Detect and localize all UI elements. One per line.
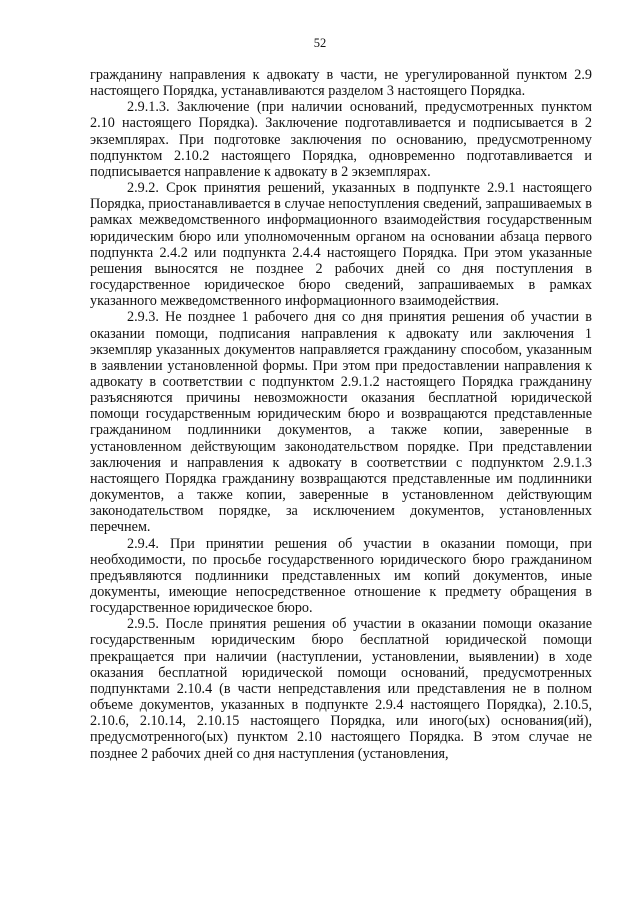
paragraph-2-9-5: 2.9.5. После принятия решения об участии в оказании помощи оказание государственным юридическим бюро бесплатной юридической помощи прекращается при наличии (наступлении, установлении, выявлении) в ходе оказания бесплатной юридической помощи оснований, предусмотренных подпунктами 2.10.4 (в части непредставления или представления не в полном объеме документов, указанных в подпункте 2.9.4 настоящего Порядка), 2.10.5, 2.10.6, 2.10.14, 2.10.15 настоящего Порядка, или иного(ых) основания(ий), предусмотренного(ых) пунктом 2.10 настоящего Порядка. В этом случае не позднее 2 рабочих дней со дня наступления (установления,	[90, 616, 592, 762]
document-body	[90, 67, 592, 762]
paragraph-2-9-1-3: 2.9.1.3. Заключение (при наличии оснований, предусмотренных пунктом 2.10 настоящего Порядка). Заключение подготавливается и подписывается в 2 экземплярах. При подготовке заключения по основанию, предусмотренному подпунктом 2.10.2 настоящего Порядка, одновременно подготавливается и подписывается направление к адвокату в 2 экземплярах.	[90, 99, 592, 180]
paragraph-2-9-4: 2.9.4. При принятии решения об участии в оказании помощи, при необходимости, по просьбе государственного юридического бюро гражданином предъявляются подлинники представленных им копий документов, иные документы, имеющие непосредственное отношение к предмету обращения в государственное юридическое бюро.	[90, 535, 592, 617]
paragraph-2-9-2: 2.9.2. Срок принятия решений, указанных в подпункте 2.9.1 настоящего Порядка, приостанавливается в случае непоступления сведений, запрашиваемых в рамках межведомственного информационного взаимодействия государственным юридическим бюро или уполномоченным органом на основании абзаца первого подпункта 2.4.2 или подпункта 2.4.4 настоящего Порядка. При этом указанные решения выносятся не позднее 2 рабочих дней со дня поступления в государственное юридическое бюро сведений, запрашиваемых в рамках указанного межведомственного информационного взаимодействия.	[90, 180, 592, 310]
paragraph-continuation: гражданину направления к адвокату в части, не урегулированной пунктом 2.9 настоящего Порядка, устанавливаются разделом 3 настоящего Порядка.	[90, 67, 592, 100]
paragraph-2-9-3: 2.9.3. Не позднее 1 рабочего дня со дня принятия решения об участии в оказании помощи, подписания направления к адвокату или заключения 1 экземпляр указанных документов направляется гражданину способом, указанным в заявлении установленной формы. При этом при предоставлении направления к адвокату в соответствии с подпунктом 2.9.1.2 настоящего Порядка гражданину разъясняются причины невозможности оказания бесплатной юридической помощи государственным юридическим бюро и возвращаются представленные гражданином подлинники документов, а также копии, заверенные в установленном действующим законодательством порядке. При представлении заключения и направления к адвокату в соответствии с подпунктом 2.9.1.3 настоящего Порядка гражданину возвращаются представленные им подлинники документов, а также копии, заверенные в установленном действующим законодательством порядке, за исключением документов, установленных перечнем.	[90, 309, 592, 536]
page-number: 52	[313, 36, 327, 50]
